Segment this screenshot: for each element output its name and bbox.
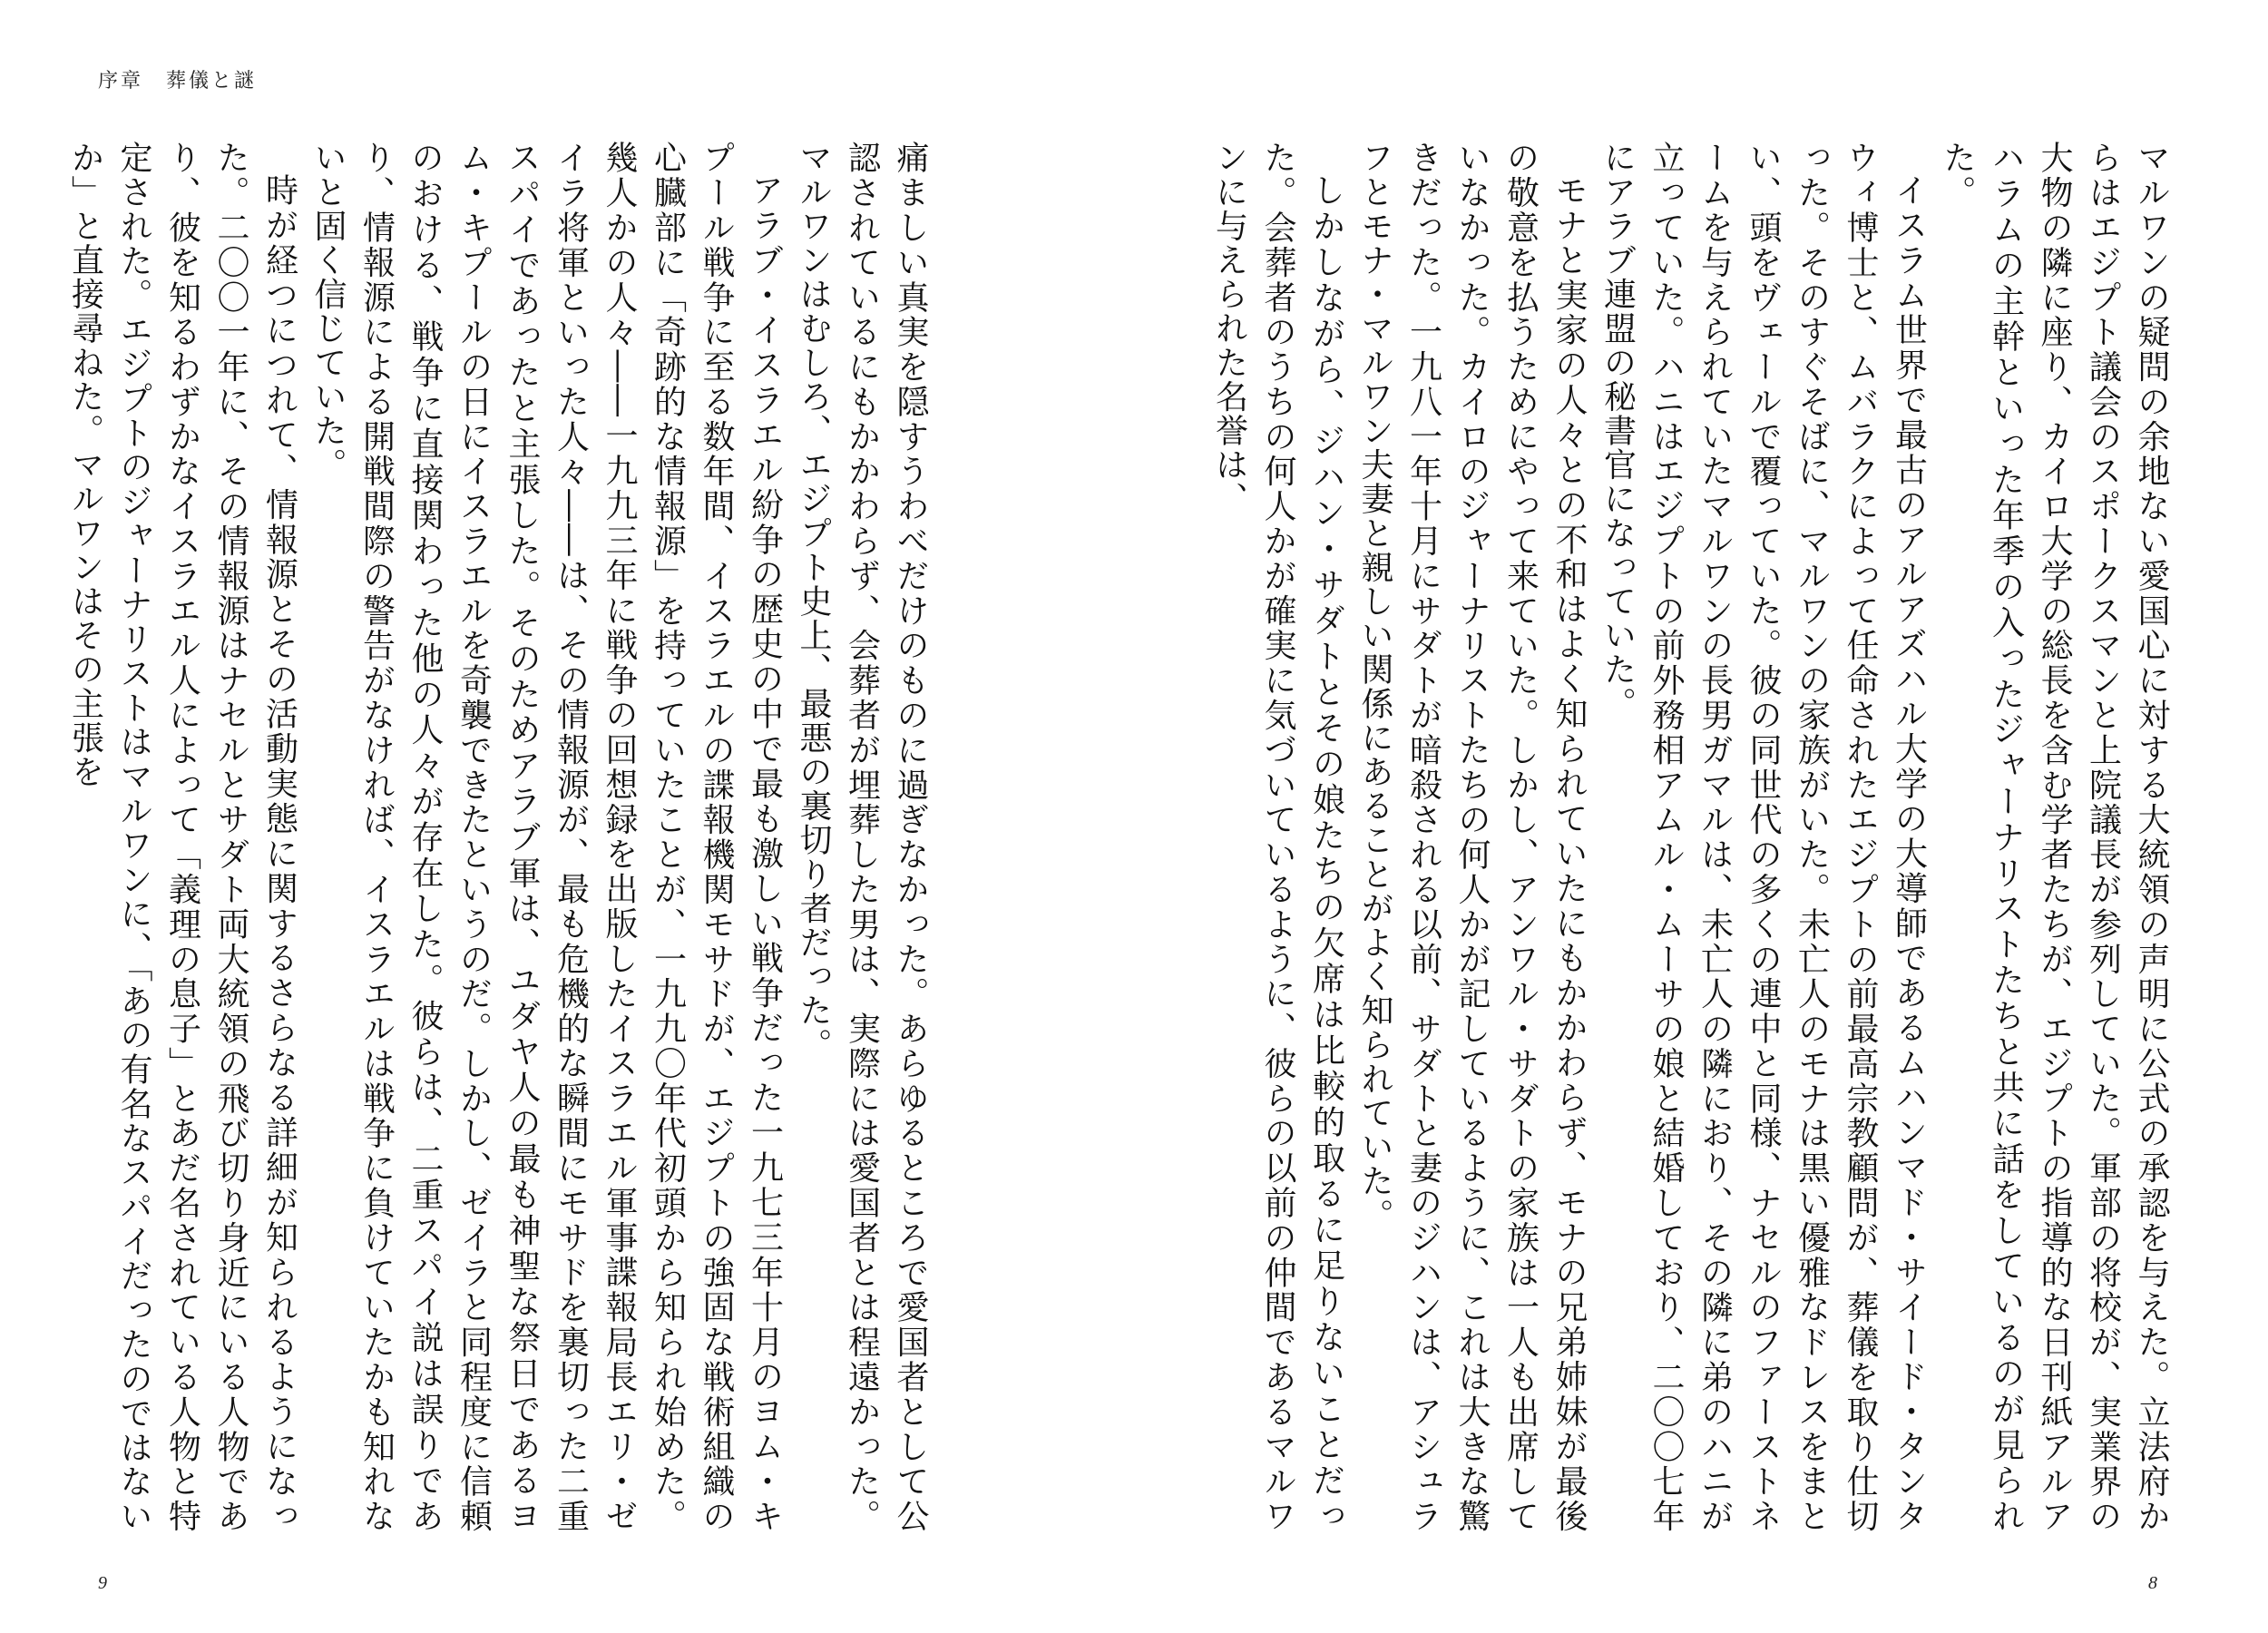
left-page-text xyxy=(41,141,934,1533)
page-number-right: 8 xyxy=(2148,1573,2157,1593)
page-number-left: 9 xyxy=(98,1573,107,1593)
right-paragraph-2: イスラム世界で最古のアルアズハル大学の大導師であるムハンマド・サイード・タンタウィ博士と、ムバラクによって任命されたエジプトの前最高宗教顧問が、葬儀を取り仕切った。そのすぐそばに、マルワンの家族がいた。未亡人のモナは黒い優雅なドレスをまとい、頭をヴェールで覆っていた。彼の同世代の多くの連中と同様、ナセルのファーストネームを与えられていたマルワンの長男ガマルは、未亡人の隣におり、その隣に弟のハニが立っていた。ハニはエジプトの前外務相アムル・ムーサの娘と結婚しており、二〇〇七年にアラブ連盟の秘書官になっていた。 xyxy=(1598,141,1928,1533)
running-head-chapter-title: 序章 葬儀と謎 xyxy=(98,70,258,93)
left-paragraph-1: 痛ましい真実を隠すうわべだけのものに過ぎなかった。あらゆるところで愛国者として公認されているにもかかわらず、会葬者が埋葬した男は、実際には愛国者とは程遠かった。マルワンはむしろ、エジプト史上、最悪の裏切り者だった。 xyxy=(795,141,929,1533)
left-paragraph-2: アラブ・イスラエル紛争の歴史の中で最も激しい戦争だった一九七三年十月のヨム・キプール戦争に至る数年間、イスラエルの諜報機関モサドが、エジプトの強固な戦術組織の心臓部に「奇跡的な情報源」を持っていたことが、一九九〇年代初頭から知られ始めた。幾人かの人々――一九九三年に戦争の回想録を出版したイスラエル軍事諜報局長エリ・ゼイラ将軍といった人々――は、その情報源が、最も危機的な瞬間にモサドを裏切った二重スパイであったと主張した。そのためアラブ軍は、ユダヤ人の最も神聖な祭日であるヨム・キプールの日にイスラエルを奇襲できたというのだ。しかし、ゼイラと同程度に信頼のおける、戦争に直接関わった他の人々が存在した。彼らは、二重スパイ説は誤りであり、情報源による開戦間際の警告がなければ、イスラエルは戦争に負けていたかも知れないと固く信じていた。 xyxy=(309,141,784,1533)
right-paragraph-3: モナと実家の人々との不和はよく知られていたにもかかわらず、モナの兄弟姉妹が最後の敬意を払うためにやって来ていた。しかし、アンワル・サダトの家族は一人も出席していなかった。カイロのジャーナリストたちの何人かが記しているように、これは大きな驚きだった。一九八一年十月にサダトが暗殺される以前、サダトと妻のジハンは、アシュラフとモナ・マルワン夫妻と親しい関係にあることがよく知られていた。 xyxy=(1356,141,1588,1533)
right-paragraph-4: しかしながら、ジハン・サダトとその娘たちの欠席は比較的取るに足りないことだった。会葬者のうちの何人かが確実に気づいているように、彼らの以前の仲間であるマルワンに与えられた名誉は、 xyxy=(1210,141,1345,1533)
right-page-text xyxy=(1182,141,2175,1533)
left-paragraph-3: 時が経つにつれて、情報源とその活動実態に関するさらなる詳細が知られるようになった。二〇〇一年に、その情報源はナセルとサダト両大統領の飛び切り身近にいる人物であり、彼を知るわずかなイスラエル人によって「義理の息子」とあだ名されている人物と特定された。エジプトのジャーナリストはマルワンに、「あの有名なスパイだったのではないか」と直接尋ねた。マルワンはその主張を xyxy=(66,141,298,1533)
right-paragraph-1: マルワンの疑問の余地ない愛国心に対する大統領の声明に公式の承認を与えた。立法府からはエジプト議会のスポークスマンと上院議長が参列していた。軍部の将校が、実業界の大物の隣に座り、カイロ大学の総長を含む学者たちが、エジプトの指導的な日刊紙アルアハラムの主幹といった年季の入ったジャーナリストたちと共に話をしているのが見られた。 xyxy=(1939,141,2170,1533)
